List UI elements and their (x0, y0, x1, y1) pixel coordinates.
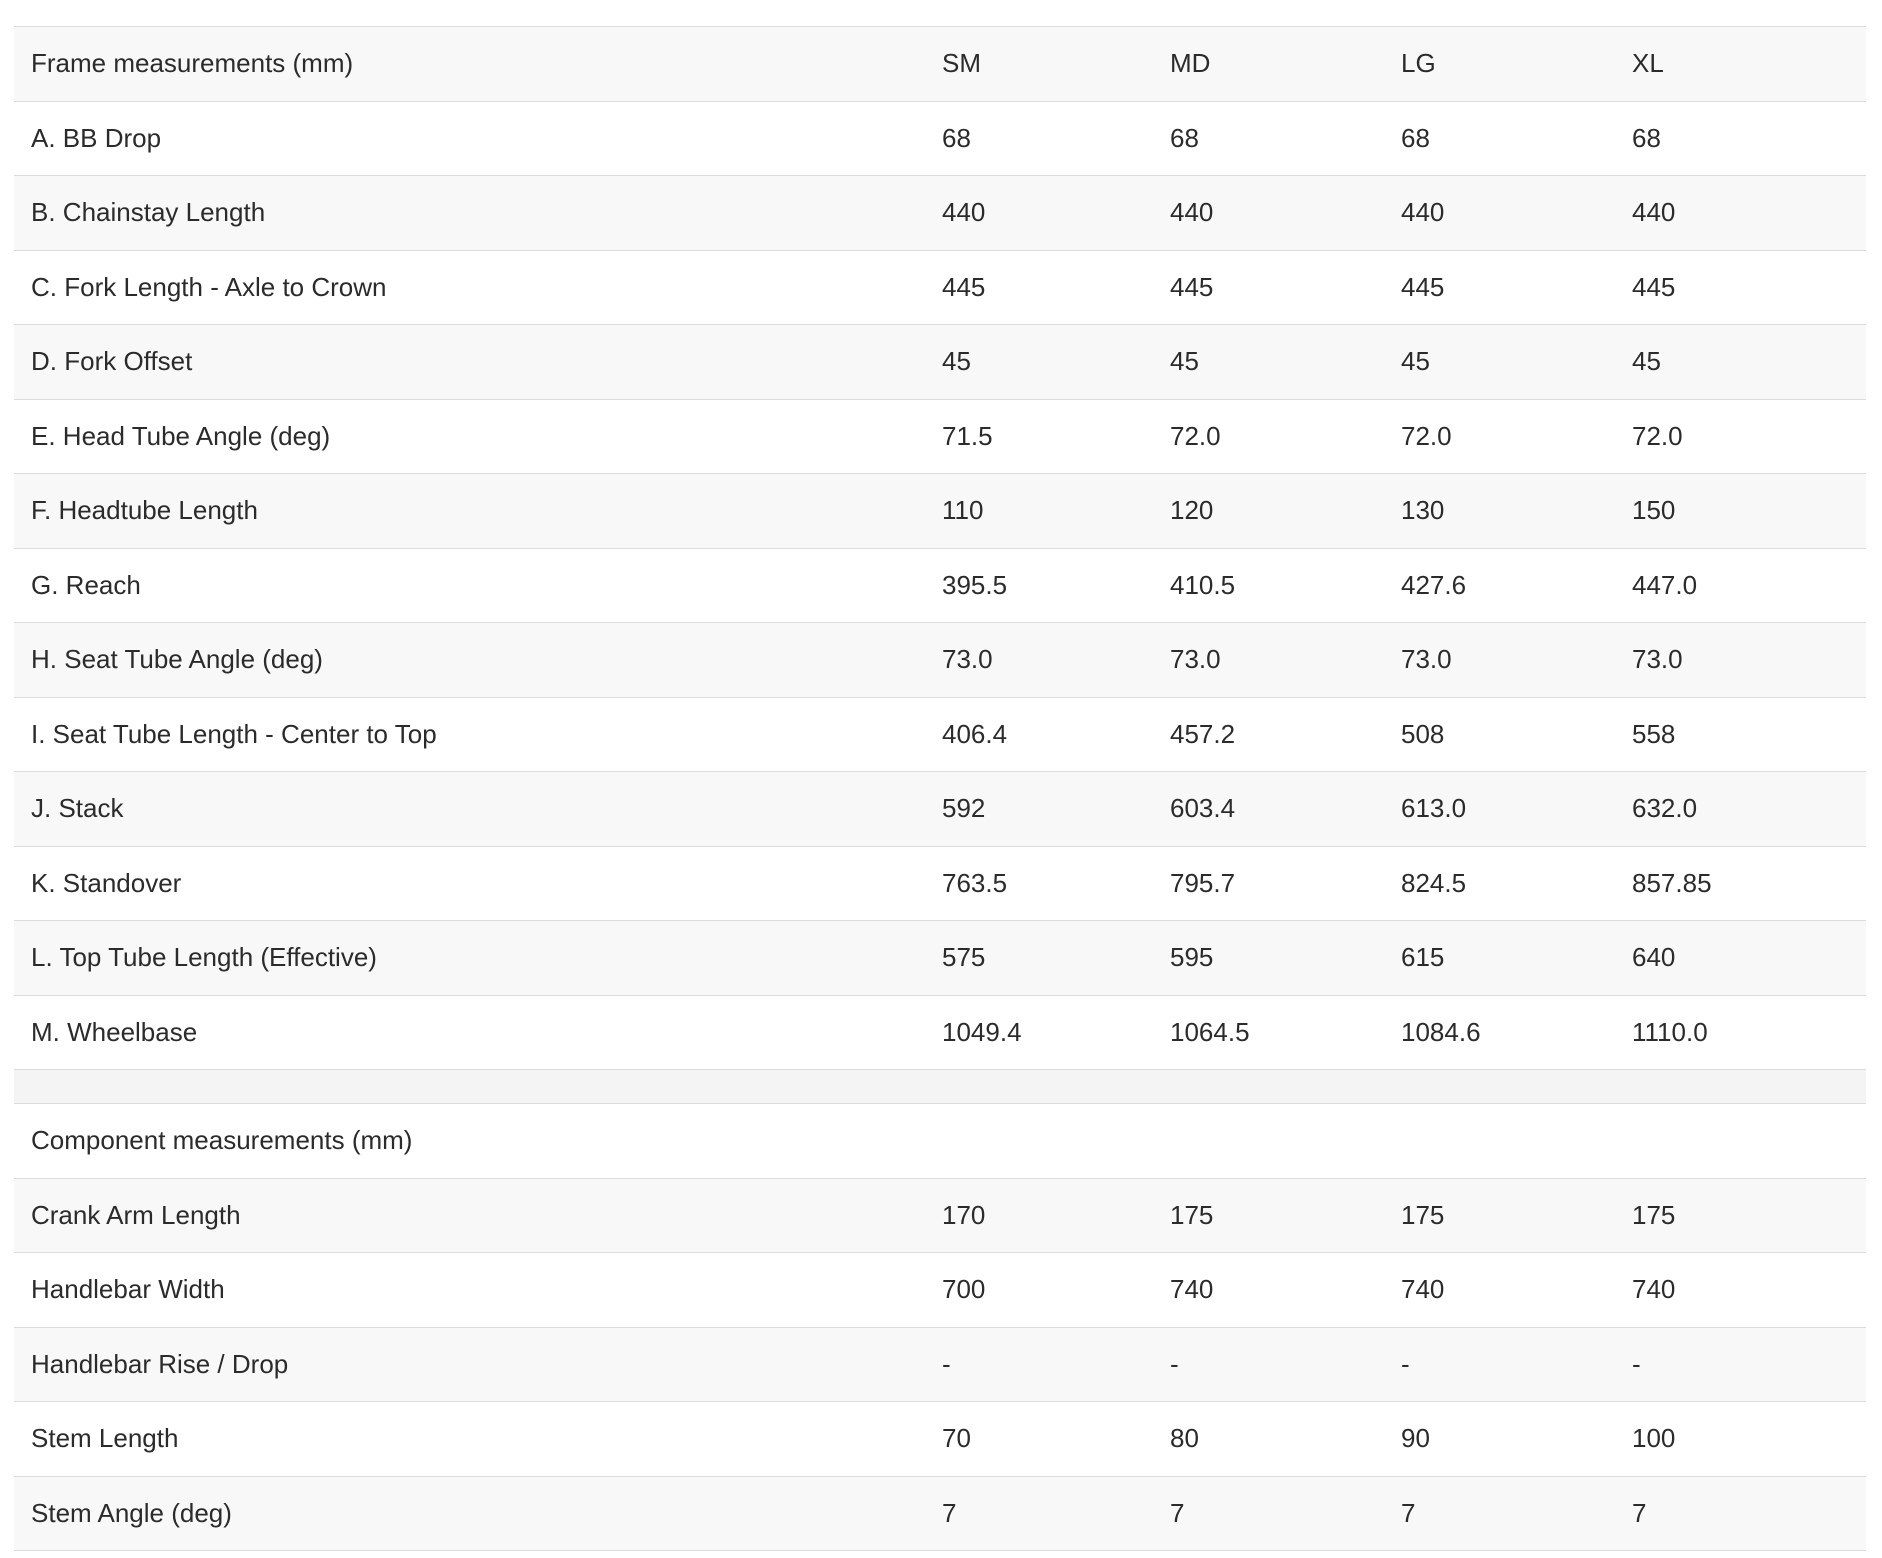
row-label: Crank Arm Length (14, 1178, 942, 1253)
value-xl: - (1632, 1327, 1866, 1402)
empty-cell (1632, 1104, 1866, 1179)
table-row (14, 101, 1866, 176)
value-lg: 613.0 (1401, 772, 1632, 847)
value-xl: 440 (1632, 176, 1866, 251)
row-label: M. Wheelbase (14, 995, 942, 1070)
value-sm: 73.0 (942, 623, 1170, 698)
value-xl: 447.0 (1632, 548, 1866, 623)
table-row (14, 325, 1866, 400)
component-section-title: Component measurements (mm) (14, 1104, 942, 1179)
table-row (14, 474, 1866, 549)
value-md: 73.0 (1170, 623, 1401, 698)
value-xl: 445 (1632, 250, 1866, 325)
table-row (14, 399, 1866, 474)
value-lg: 90 (1401, 1402, 1632, 1477)
value-sm: 110 (942, 474, 1170, 549)
value-sm: 440 (942, 176, 1170, 251)
row-label: Handlebar Rise / Drop (14, 1327, 942, 1402)
table-row (14, 846, 1866, 921)
table-row (14, 1253, 1866, 1328)
row-label: D. Fork Offset (14, 325, 942, 400)
section-divider (14, 1070, 1866, 1104)
value-md: 7 (1170, 1476, 1401, 1551)
value-sm: 68 (942, 101, 1170, 176)
value-sm: 575 (942, 921, 1170, 996)
row-label: A. BB Drop (14, 101, 942, 176)
value-xl: 100 (1632, 1402, 1866, 1477)
table-row (14, 1327, 1866, 1402)
row-label: F. Headtube Length (14, 474, 942, 549)
value-lg: 130 (1401, 474, 1632, 549)
table-row (14, 921, 1866, 996)
value-md: 445 (1170, 250, 1401, 325)
value-md: 440 (1170, 176, 1401, 251)
row-label: L. Top Tube Length (Effective) (14, 921, 942, 996)
value-xl: 68 (1632, 101, 1866, 176)
value-sm: - (942, 1327, 1170, 1402)
value-lg: 72.0 (1401, 399, 1632, 474)
frame-section-title: Frame measurements (mm) (14, 27, 942, 102)
value-xl: 1110.0 (1632, 995, 1866, 1070)
value-xl: 857.85 (1632, 846, 1866, 921)
value-sm: 763.5 (942, 846, 1170, 921)
value-sm: 395.5 (942, 548, 1170, 623)
value-md: 72.0 (1170, 399, 1401, 474)
value-md: 45 (1170, 325, 1401, 400)
value-lg: 73.0 (1401, 623, 1632, 698)
value-sm: 445 (942, 250, 1170, 325)
value-sm: 592 (942, 772, 1170, 847)
value-sm: 70 (942, 1402, 1170, 1477)
value-md: 80 (1170, 1402, 1401, 1477)
value-xl: 73.0 (1632, 623, 1866, 698)
row-label: Stem Length (14, 1402, 942, 1477)
value-md: - (1170, 1327, 1401, 1402)
size-header-lg: LG (1401, 27, 1632, 102)
row-label: E. Head Tube Angle (deg) (14, 399, 942, 474)
row-label: B. Chainstay Length (14, 176, 942, 251)
value-lg: 45 (1401, 325, 1632, 400)
empty-cell (1401, 1104, 1632, 1179)
value-xl: 72.0 (1632, 399, 1866, 474)
empty-cell (1170, 1104, 1401, 1179)
value-lg: 440 (1401, 176, 1632, 251)
row-label: I. Seat Tube Length - Center to Top (14, 697, 942, 772)
value-lg: 427.6 (1401, 548, 1632, 623)
value-sm: 71.5 (942, 399, 1170, 474)
geometry-table (14, 26, 1866, 1551)
value-lg: 68 (1401, 101, 1632, 176)
table-row (14, 772, 1866, 847)
size-header-md: MD (1170, 27, 1401, 102)
value-lg: 508 (1401, 697, 1632, 772)
value-xl: 175 (1632, 1178, 1866, 1253)
value-lg: 1084.6 (1401, 995, 1632, 1070)
value-md: 410.5 (1170, 548, 1401, 623)
value-lg: 7 (1401, 1476, 1632, 1551)
value-md: 175 (1170, 1178, 1401, 1253)
value-lg: 824.5 (1401, 846, 1632, 921)
value-xl: 558 (1632, 697, 1866, 772)
value-lg: 740 (1401, 1253, 1632, 1328)
row-label: G. Reach (14, 548, 942, 623)
size-header-xl: XL (1632, 27, 1866, 102)
value-lg: - (1401, 1327, 1632, 1402)
value-xl: 7 (1632, 1476, 1866, 1551)
frame-header-row (14, 27, 1866, 102)
section-gap (14, 1070, 1866, 1104)
value-lg: 175 (1401, 1178, 1632, 1253)
value-sm: 7 (942, 1476, 1170, 1551)
row-label: J. Stack (14, 772, 942, 847)
value-md: 120 (1170, 474, 1401, 549)
table-row (14, 250, 1866, 325)
empty-cell (942, 1104, 1170, 1179)
value-sm: 406.4 (942, 697, 1170, 772)
value-xl: 45 (1632, 325, 1866, 400)
value-xl: 740 (1632, 1253, 1866, 1328)
table-row (14, 1476, 1866, 1551)
value-md: 603.4 (1170, 772, 1401, 847)
value-xl: 632.0 (1632, 772, 1866, 847)
value-md: 457.2 (1170, 697, 1401, 772)
value-md: 740 (1170, 1253, 1401, 1328)
value-xl: 150 (1632, 474, 1866, 549)
value-lg: 615 (1401, 921, 1632, 996)
table-row (14, 548, 1866, 623)
table-row (14, 697, 1866, 772)
value-md: 795.7 (1170, 846, 1401, 921)
table-row (14, 1178, 1866, 1253)
table-row (14, 995, 1866, 1070)
row-label: Stem Angle (deg) (14, 1476, 942, 1551)
table-row (14, 176, 1866, 251)
table-row (14, 623, 1866, 698)
value-md: 595 (1170, 921, 1401, 996)
row-label: C. Fork Length - Axle to Crown (14, 250, 942, 325)
value-lg: 445 (1401, 250, 1632, 325)
value-md: 1064.5 (1170, 995, 1401, 1070)
row-label: Handlebar Width (14, 1253, 942, 1328)
component-header-row (14, 1104, 1866, 1179)
value-xl: 640 (1632, 921, 1866, 996)
row-label: H. Seat Tube Angle (deg) (14, 623, 942, 698)
row-label: K. Standover (14, 846, 942, 921)
value-md: 68 (1170, 101, 1401, 176)
table-row (14, 1402, 1866, 1477)
size-header-sm: SM (942, 27, 1170, 102)
value-sm: 170 (942, 1178, 1170, 1253)
value-sm: 700 (942, 1253, 1170, 1328)
value-sm: 1049.4 (942, 995, 1170, 1070)
value-sm: 45 (942, 325, 1170, 400)
